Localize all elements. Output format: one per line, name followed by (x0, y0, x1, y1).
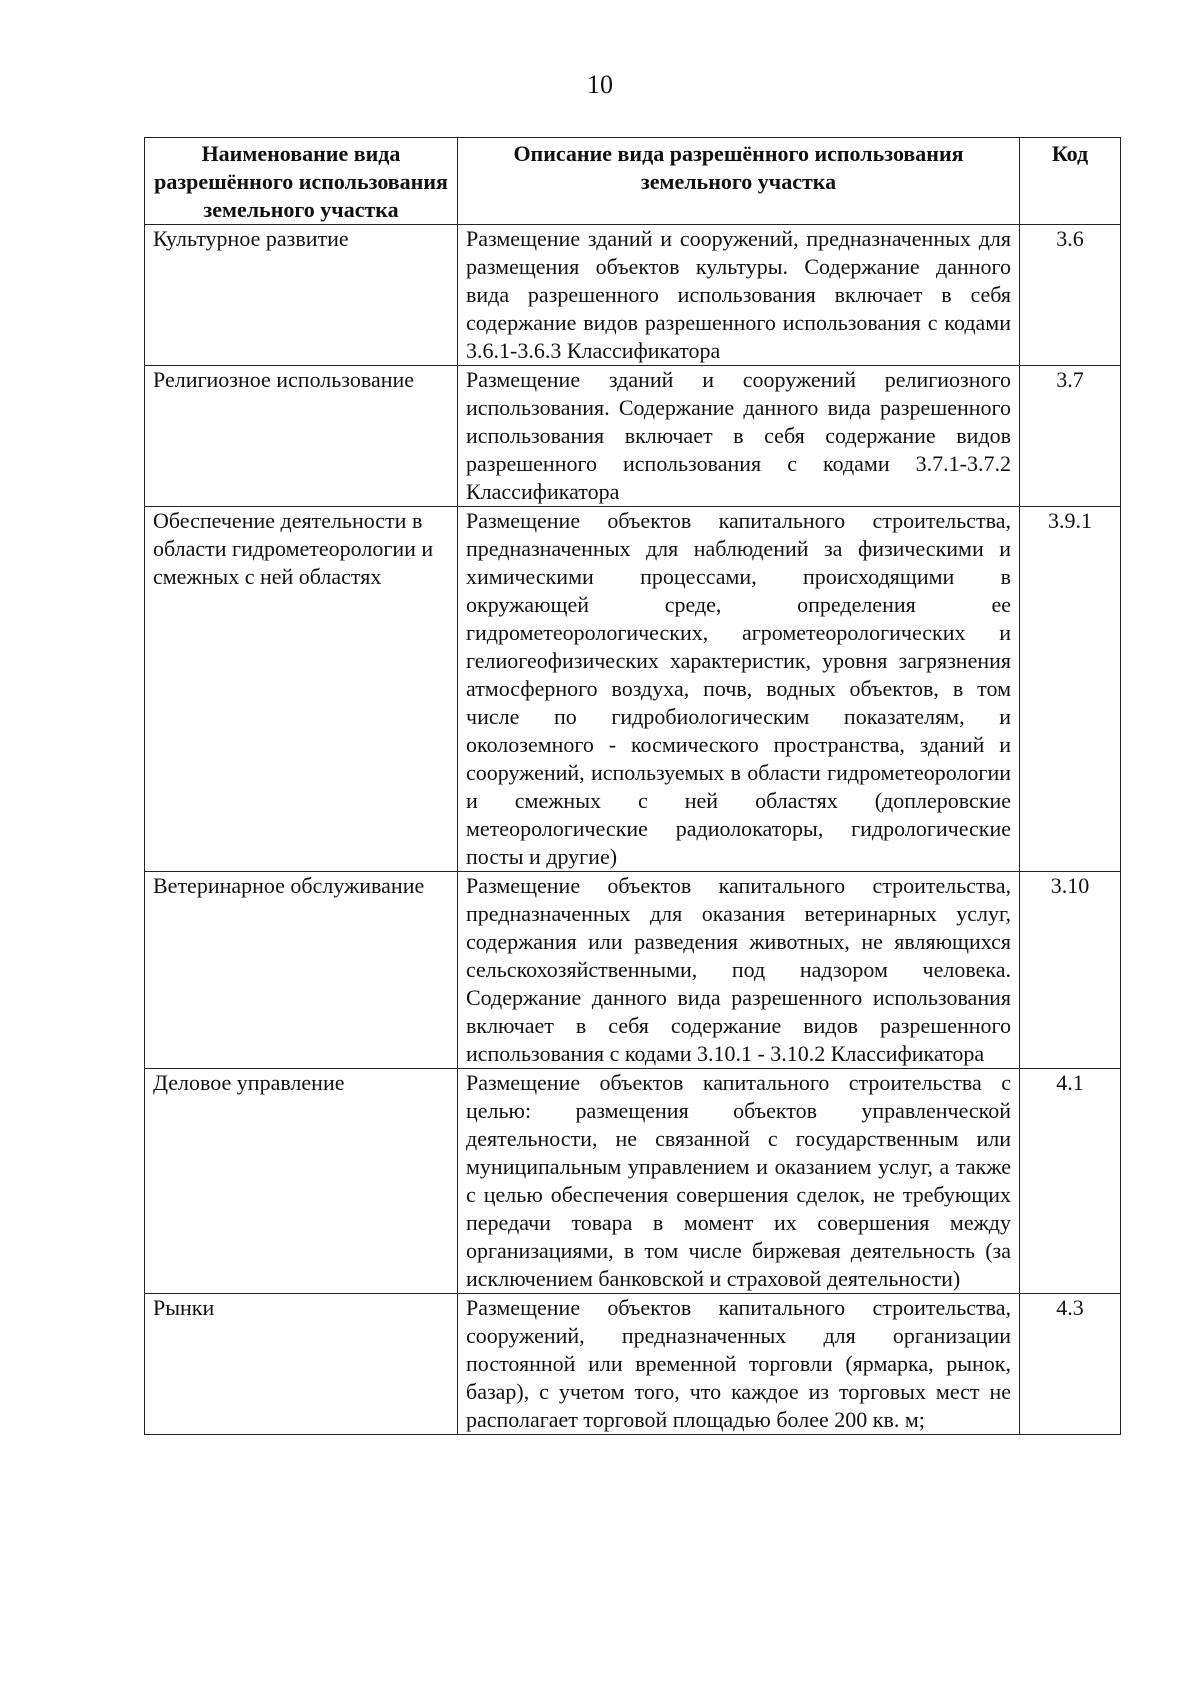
table-row (145, 507, 1121, 872)
row-description: Размещение объектов капитального строительства, предназначенных для оказания ветеринарных услуг, содержания или разведения животных, не являющихся сельскохозяйственными, под надзором человека. Содержание данного вида разрешенного использования включает в себя содержание видов разрешенного использования с кодами 3.10.1 - 3.10.2 Классификатора (458, 872, 1020, 1069)
row-name: Религиозное использование (145, 366, 458, 507)
row-description: Размещение зданий и сооружений религиозного использования. Содержание данного вида разрешенного использования включает в себя содержание видов разрешенного использования с кодами 3.7.1-3.7.2 Классификатора (458, 366, 1020, 507)
header-name: Наименование вида разрешённого использования земельного участка (145, 138, 458, 225)
row-code: 3.7 (1020, 366, 1121, 507)
row-name: Культурное развитие (145, 225, 458, 366)
row-description: Размещение объектов капитального строительства с целью: размещения объектов управленческой деятельности, не связанной с государственным или муниципальным управлением и оказанием услуг, а также с целью обеспечения совершения сделок, не требующих передачи товара в момент их совершения между организациями, в том числе биржевая деятельность (за исключением банковской и страховой деятельности) (458, 1069, 1020, 1294)
page-number: 10 (587, 70, 613, 99)
row-name: Рынки (145, 1294, 458, 1435)
row-name: Обеспечение деятельности в области гидрометеорологии и смежных с ней областях (145, 507, 458, 872)
row-description: Размещение объектов капитального строительства, предназначенных для наблюдений за физическими и химическими процессами, происходящими в окружающей среде, определения ее гидрометеорологических, агрометеорологических и гелиогеофизических характеристик, уровня загрязнения атмосферного воздуха, почв, водных объектов, в том числе по гидробиологическим показателям, и околоземного - космического пространства, зданий и сооружений, используемых в области гидрометеорологии и смежных с ней областях (доплеровские метеорологические радиолокаторы, гидрологические посты и другие) (458, 507, 1020, 872)
row-code: 3.6 (1020, 225, 1121, 366)
row-code: 3.10 (1020, 872, 1121, 1069)
row-code: 4.1 (1020, 1069, 1121, 1294)
row-description: Размещение зданий и сооружений, предназначенных для размещения объектов культуры. Содержание данного вида разрешенного использования включает в себя содержание видов разрешенного использования с кодами 3.6.1-3.6.3 Классификатора (458, 225, 1020, 366)
table-row (145, 366, 1121, 507)
header-code: Код (1020, 138, 1121, 225)
header-row (145, 138, 1121, 225)
table-header (145, 138, 1121, 225)
row-name: Деловое управление (145, 1069, 458, 1294)
row-name: Ветеринарное обслуживание (145, 872, 458, 1069)
row-description: Размещение объектов капитального строительства, сооружений, предназначенных для организации постоянной или временной торговли (ярмарка, рынок, базар), с учетом того, что каждое из торговых мест не располагает торговой площадью более 200 кв. м; (458, 1294, 1020, 1435)
table-row (145, 872, 1121, 1069)
land-use-table (144, 137, 1121, 1435)
table-row (145, 1069, 1121, 1294)
header-description: Описание вида разрешённого использования земельного участка (458, 138, 1020, 225)
table-body (145, 225, 1121, 1435)
row-code: 3.9.1 (1020, 507, 1121, 872)
row-code: 4.3 (1020, 1294, 1121, 1435)
table-row (145, 225, 1121, 366)
table-row (145, 1294, 1121, 1435)
